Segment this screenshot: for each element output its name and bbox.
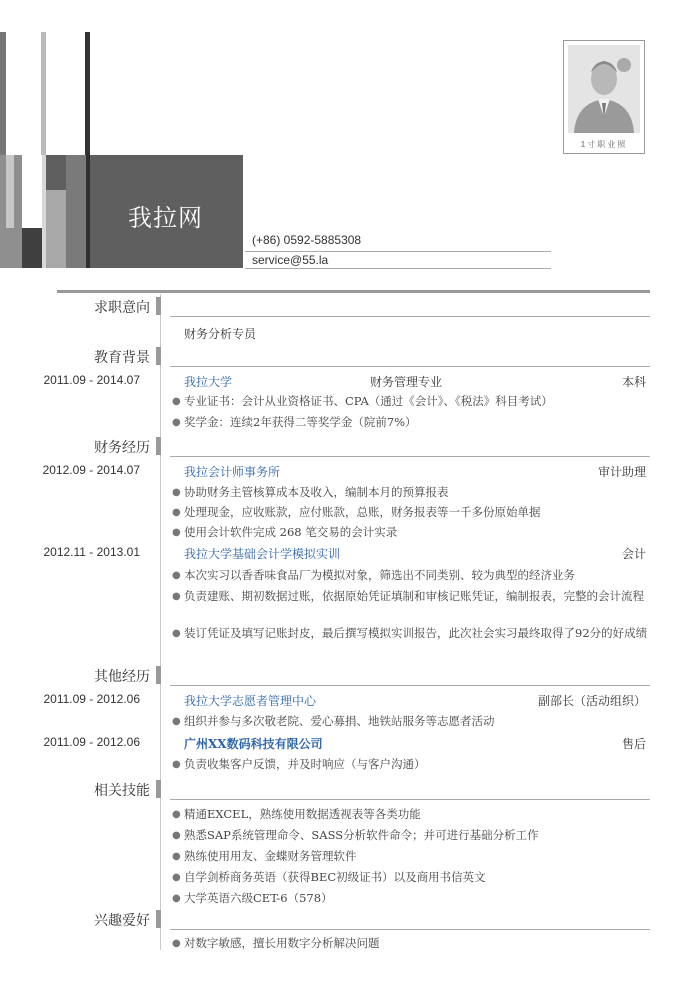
phone-number: (+86) 0592-5885308	[252, 233, 362, 247]
section-title-objective: 求职意向	[94, 300, 150, 316]
other-date: 2011.09 - 2012.06	[43, 735, 140, 749]
finance-role: 会计	[621, 547, 646, 561]
other-date: 2011.09 - 2012.06	[43, 692, 140, 706]
photo-caption: 1寸职业照	[580, 140, 628, 149]
list-item: ● 自学剑桥商务英语（获得BEC初级证书）以及商用书信英文	[172, 870, 486, 884]
section-title-hobbies: 兴趣爱好	[94, 913, 150, 929]
list-item: ● 使用会计软件完成 268 笔交易的会计实录	[172, 525, 398, 539]
list-item: ● 精通EXCEL，熟练使用数据透视表等各类功能	[172, 807, 421, 821]
finance-date: 2012.11 - 2013.01	[43, 545, 140, 559]
list-item: ● 组织并参与多次敬老院、爱心募捐、地铁站服务等志愿者活动	[172, 714, 495, 728]
section-divider	[170, 456, 650, 457]
education-school: 我拉大学	[184, 375, 233, 389]
contact-divider	[245, 251, 551, 252]
finance-date: 2012.09 - 2014.07	[42, 463, 140, 477]
other-org: 广州XX数码科技有限公司	[184, 737, 323, 751]
finance-org: 我拉会计师事务所	[184, 465, 281, 479]
timeline-line	[160, 294, 161, 950]
applicant-name: 我拉网	[128, 205, 203, 232]
header-rule	[57, 290, 650, 293]
education-degree: 本科	[621, 375, 646, 389]
other-role: 副部长（活动组织）	[537, 694, 646, 708]
section-marker	[156, 666, 161, 684]
avatar	[568, 45, 640, 133]
list-item: ● 熟悉SAP系统管理命令、SASS分析软件命令；并可进行基础分析工作	[172, 828, 539, 842]
list-item: ● 奖学金：连续2年获得二等奖学金（院前7%）	[172, 415, 417, 429]
finance-org: 我拉大学基础会计学模拟实训	[184, 547, 341, 561]
section-title-skills: 相关技能	[94, 783, 150, 799]
section-divider	[170, 316, 650, 317]
list-item: ● 负责建账、期初数据过账，依据原始凭证填制和审核记账凭证，编制报表，完整的会计流程	[172, 589, 644, 603]
section-marker	[156, 780, 161, 798]
other-role: 售后	[621, 737, 646, 751]
section-title-other: 其他经历	[94, 669, 150, 685]
section-marker	[156, 437, 161, 455]
list-item: ● 熟练使用用友、金蝶财务管理软件	[172, 849, 357, 863]
list-item: ● 装订凭证及填写记账封皮，最后撰写模拟实训报告，此次社会实习最终取得了92分的好成绩	[172, 626, 648, 640]
email-address: service@55.la	[252, 253, 329, 267]
list-item: ● 对数字敏感，擅长用数字分析解决问题	[172, 936, 380, 950]
section-marker	[156, 910, 161, 928]
section-marker	[156, 297, 161, 315]
objective-position: 财务分析专员	[184, 327, 257, 341]
list-item: ● 协助财务主管核算成本及收入，编制本月的预算报表	[172, 485, 449, 499]
education-date: 2011.09 - 2014.07	[43, 373, 140, 387]
section-title-education: 教育背景	[94, 350, 150, 366]
section-divider	[170, 799, 650, 800]
list-item: ● 处理现金，应收账款，应付账款，总账，财务报表等一千多份原始单据	[172, 505, 541, 519]
profile-photo	[563, 40, 645, 154]
section-divider	[170, 685, 650, 686]
person-silhouette-icon	[568, 45, 640, 133]
list-item: ● 大学英语六级CET-6（578）	[172, 891, 333, 905]
section-marker	[156, 347, 161, 365]
finance-role: 审计助理	[597, 465, 646, 479]
list-item: ● 专业证书：会计从业资格证书、CPA（通过《会计》、《税法》科目考试）	[172, 394, 553, 408]
section-divider	[170, 929, 650, 930]
list-item: ● 本次实习以香香味食品厂为模拟对象，筛选出不同类别、较为典型的经济业务	[172, 568, 575, 582]
section-divider	[170, 366, 650, 367]
contact-divider	[245, 268, 551, 269]
section-title-finance: 财务经历	[94, 440, 150, 456]
education-major: 财务管理专业	[370, 375, 443, 389]
list-item: ● 负责收集客户反馈，并及时响应（与客户沟通）	[172, 757, 426, 771]
other-org: 我拉大学志愿者管理中心	[184, 694, 317, 708]
